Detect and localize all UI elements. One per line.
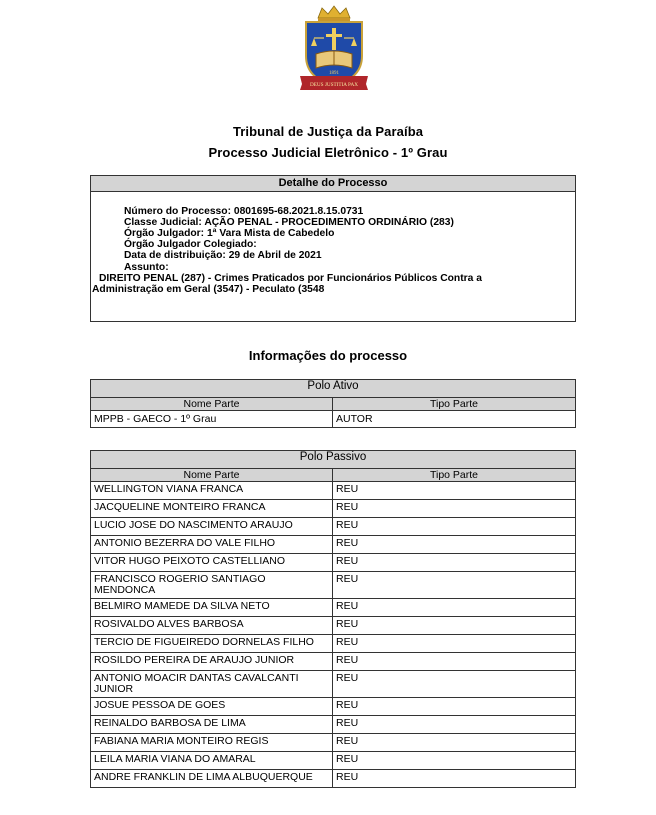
crest-year: 1891 <box>329 71 339 76</box>
distribution-date: Data de distribuição: 29 de Abril de 2021 <box>124 250 322 261</box>
party-type: REU <box>333 716 576 734</box>
party-name: MPPB - GAECO - 1º Grau <box>91 411 333 428</box>
party-name: ANTONIO MOACIR DANTAS CAVALCANTI JUNIOR <box>91 671 333 698</box>
party-type: AUTOR <box>333 411 576 428</box>
crest-motto: DEUS JUSTITIA PAX <box>310 82 358 88</box>
party-name: JACQUELINE MONTEIRO FRANCA <box>91 500 333 518</box>
process-detail-box <box>90 175 576 322</box>
column-header-type: Tipo Parte <box>333 398 576 411</box>
passive-party-table <box>90 450 576 788</box>
party-name: LEILA MARIA VIANA DO AMARAL <box>91 752 333 770</box>
party-type: REU <box>333 599 576 617</box>
court-name: Tribunal de Justiça da Paraíba <box>232 124 424 139</box>
party-name: JOSUE PESSOA DE GOES <box>91 698 333 716</box>
system-name: Processo Judicial Eletrônico - 1º Grau <box>208 145 448 160</box>
table-row <box>91 518 576 536</box>
table-row <box>91 411 576 428</box>
party-type: REU <box>333 770 576 788</box>
party-type: REU <box>333 572 576 599</box>
judicial-class: Classe Judicial: AÇÃO PENAL - PROCEDIMENTO ORDINÁRIO (283) <box>124 217 454 228</box>
table-row <box>91 554 576 572</box>
subject-label: Assunto: <box>124 262 169 273</box>
table-row <box>91 635 576 653</box>
table-row <box>91 572 576 599</box>
process-info-title: Informações do processo <box>248 348 408 363</box>
table-row <box>91 716 576 734</box>
party-name: FABIANA MARIA MONTEIRO REGIS <box>91 734 333 752</box>
subject-line-1: DIREITO PENAL (287) - Crimes Praticados por Funcionários Públicos Contra a <box>99 273 482 284</box>
subject-line-2: Administração em Geral (3547) - Peculato (3548 <box>92 284 325 295</box>
party-type: REU <box>333 734 576 752</box>
table-row <box>91 671 576 698</box>
party-name: LUCIO JOSE DO NASCIMENTO ARAUJO <box>91 518 333 536</box>
collegiate-body: Órgão Julgador Colegiado: <box>124 239 257 250</box>
party-type: REU <box>333 482 576 500</box>
table-row <box>91 734 576 752</box>
table-row <box>91 653 576 671</box>
active-party-table <box>90 379 576 428</box>
judging-body: Órgão Julgador: 1ª Vara Mista de Cabedelo <box>124 228 335 239</box>
table-row <box>91 752 576 770</box>
party-name: BELMIRO MAMEDE DA SILVA NETO <box>91 599 333 617</box>
passive-party-title: Polo Passivo <box>91 451 576 469</box>
table-row <box>91 617 576 635</box>
party-name: ROSIVALDO ALVES BARBOSA <box>91 617 333 635</box>
party-type: REU <box>333 617 576 635</box>
active-party-title: Polo Ativo <box>91 380 576 398</box>
party-type: REU <box>333 554 576 572</box>
party-type: REU <box>333 536 576 554</box>
court-crest-logo <box>296 4 372 96</box>
party-name: TERCIO DE FIGUEIREDO DORNELAS FILHO <box>91 635 333 653</box>
column-header-name: Nome Parte <box>91 398 333 411</box>
party-name: ANTONIO BEZERRA DO VALE FILHO <box>91 536 333 554</box>
party-name: WELLINGTON VIANA FRANCA <box>91 482 333 500</box>
party-name: VITOR HUGO PEIXOTO CASTELLIANO <box>91 554 333 572</box>
process-number: Número do Processo: 0801695-68.2021.8.15.0731 <box>124 206 364 217</box>
table-row <box>91 770 576 788</box>
party-type: REU <box>333 635 576 653</box>
party-name: ANDRE FRANKLIN DE LIMA ALBUQUERQUE <box>91 770 333 788</box>
table-row <box>91 482 576 500</box>
party-type: REU <box>333 698 576 716</box>
party-type: REU <box>333 752 576 770</box>
table-row <box>91 698 576 716</box>
party-type: REU <box>333 518 576 536</box>
process-detail-title: Detalhe do Processo <box>91 176 575 192</box>
party-type: REU <box>333 500 576 518</box>
party-name: REINALDO BARBOSA DE LIMA <box>91 716 333 734</box>
column-header-type: Tipo Parte <box>333 469 576 482</box>
table-row <box>91 500 576 518</box>
party-type: REU <box>333 671 576 698</box>
column-header-name: Nome Parte <box>91 469 333 482</box>
party-type: REU <box>333 653 576 671</box>
party-name: FRANCISCO ROGERIO SANTIAGO MENDONCA <box>91 572 333 599</box>
table-row <box>91 599 576 617</box>
party-name: ROSILDO PEREIRA DE ARAUJO JUNIOR <box>91 653 333 671</box>
table-row <box>91 536 576 554</box>
